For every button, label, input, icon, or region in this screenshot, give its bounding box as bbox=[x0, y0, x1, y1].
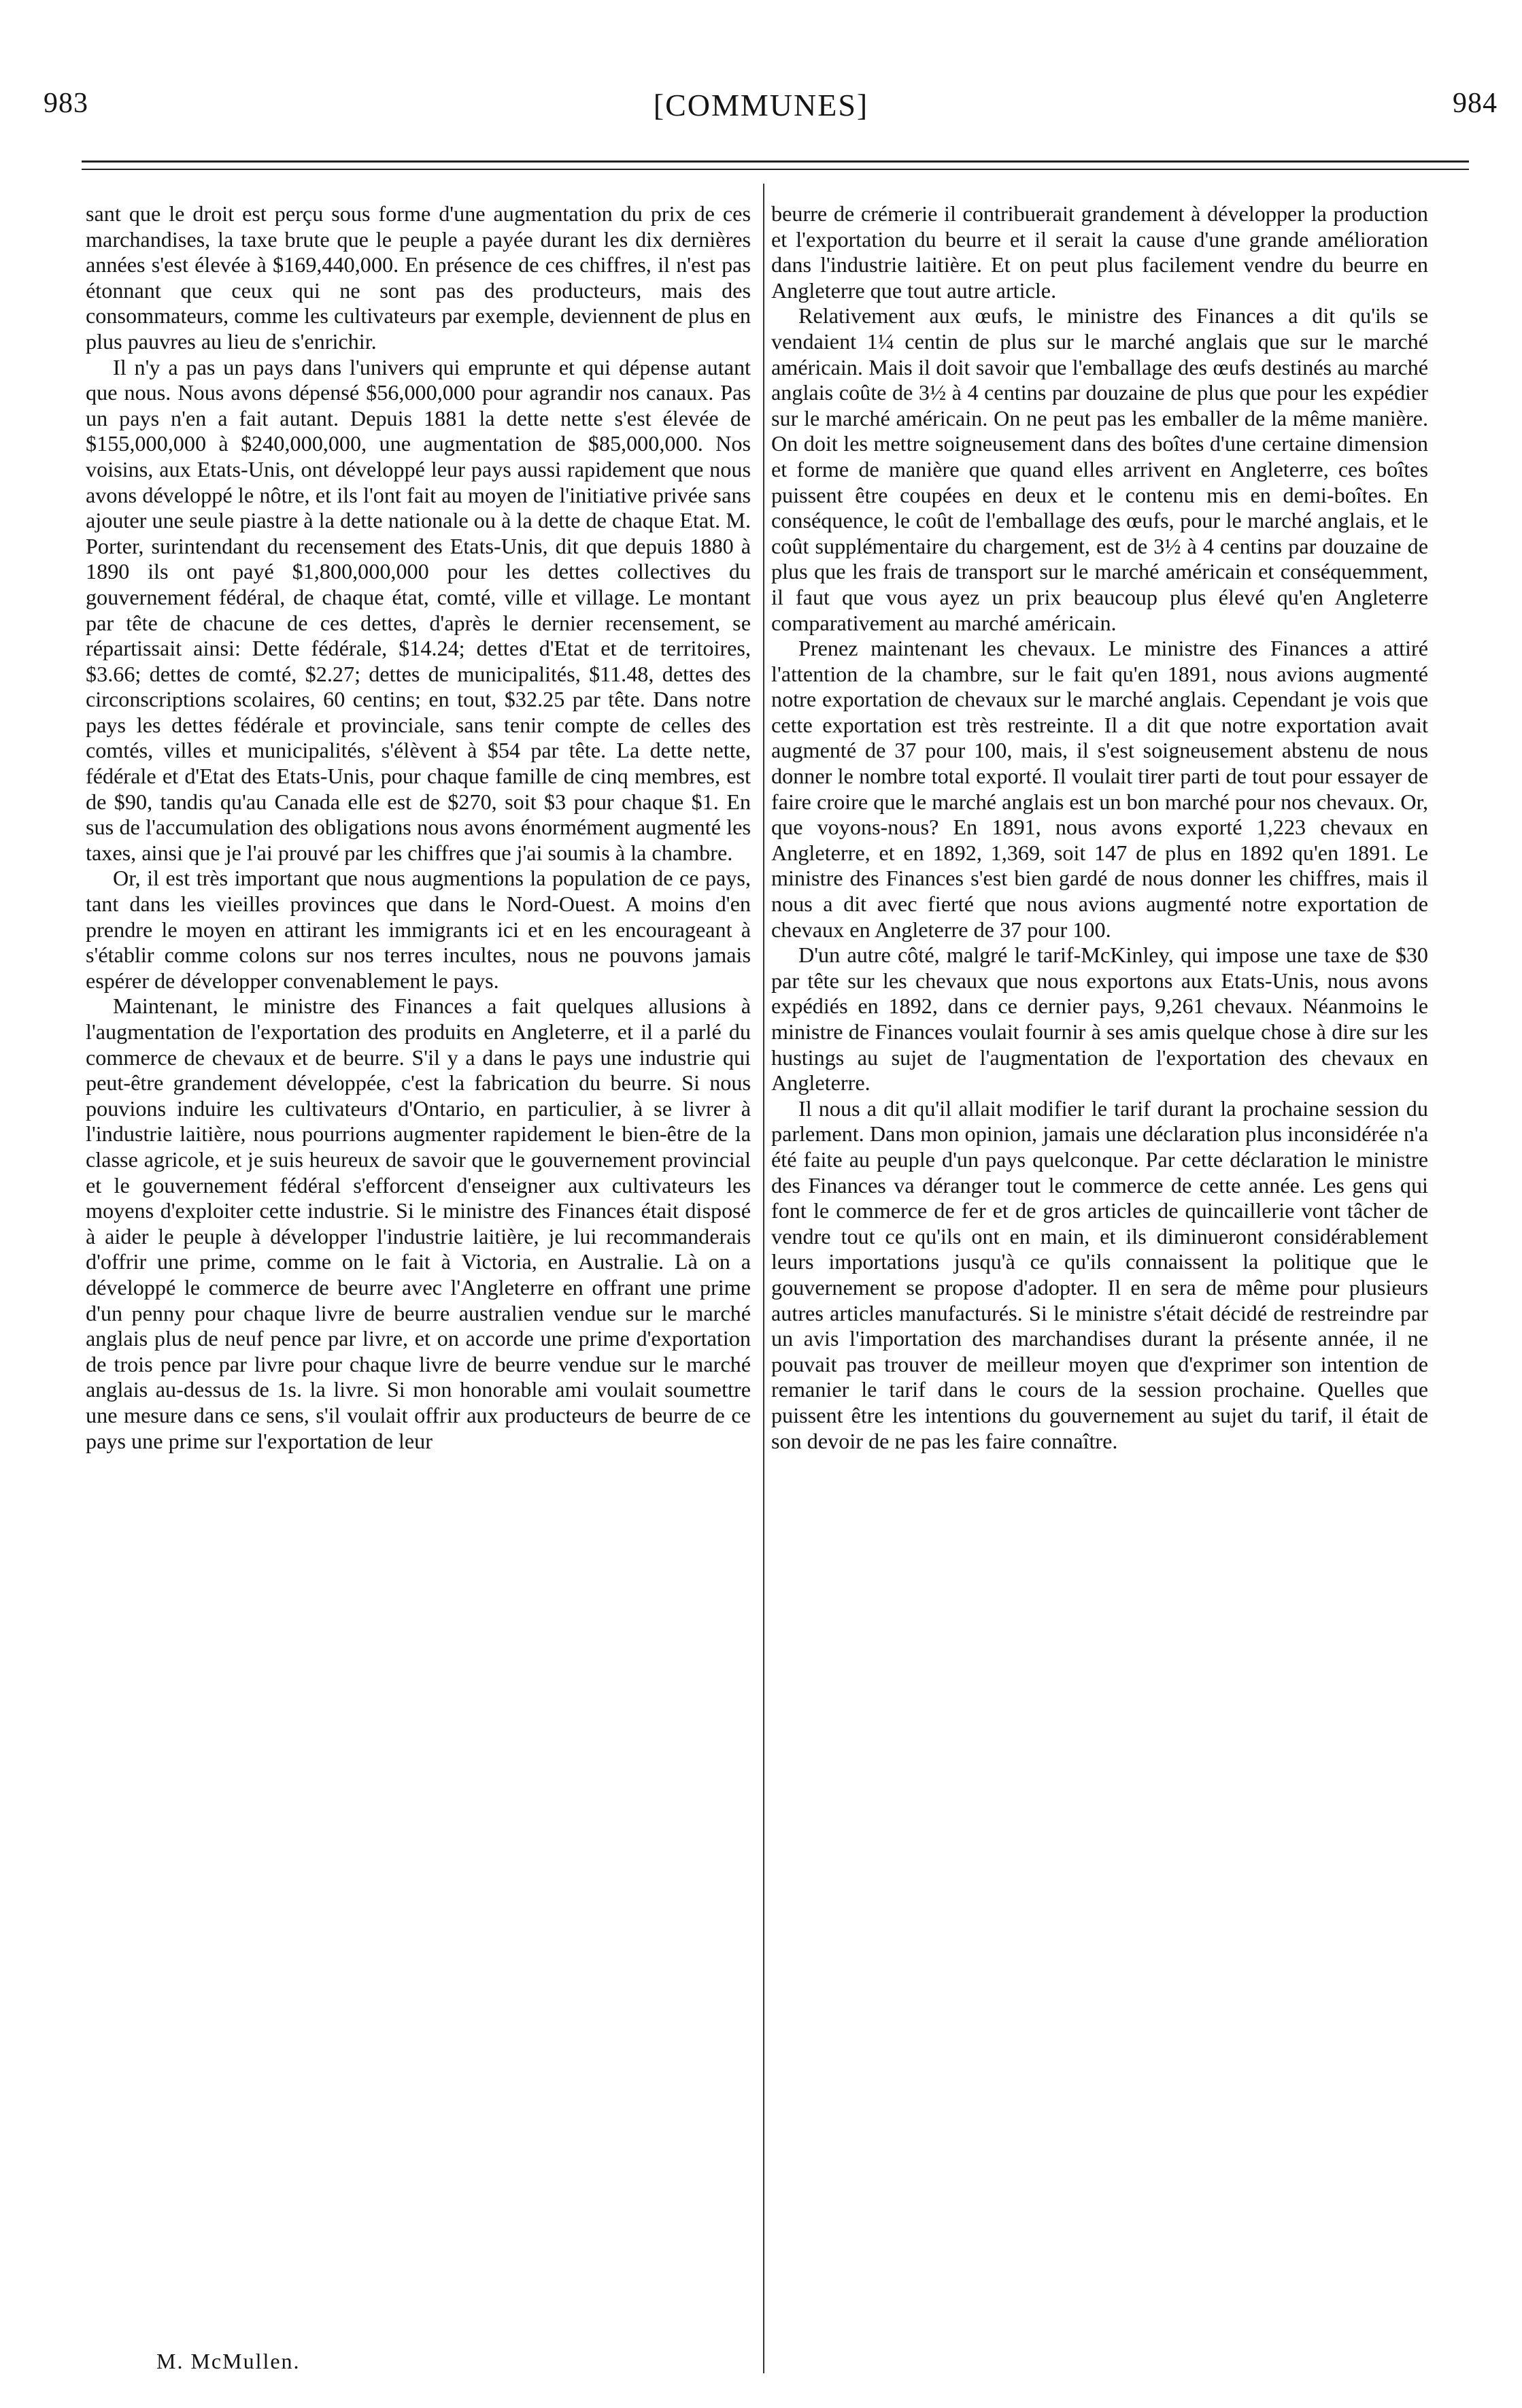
speaker-signature: M. McMullen. bbox=[156, 2349, 301, 2373]
paragraph: D'un autre côté, malgré le tarif-McKinley, qui impose une taxe de $30 par tête sur les chevaux que nous exportons aux Etats-Unis, nous avons expédiés en 1892, dans ce dernier pays, 9,261 chevaux. Néanmoins le ministre de Finances voulait fournir à ses amis quelque chose à dire sur les hustings au sujet de l'augmentation de l'exportation des chevaux en Angleterre. bbox=[771, 943, 1428, 1096]
running-header-title: [COMMUNES] bbox=[653, 88, 869, 122]
paragraph: Il nous a dit qu'il allait modifier le tarif durant la prochaine session du parlement. Dans mon opinion, jamais une déclaration plus inconsidérée n'a été faite au peuple d'un pays quelconque. Par cette déclaration le ministre des Finances va déranger tout le commerce de cette année. Les gens qui font le commerce de fer et de gros articles de quincaillerie vont tâcher de vendre tout ce qu'ils ont en main, et ils diminueront considérablement leurs importations jusqu'à ce qu'ils connaissent la politique que le gouvernement se propose d'adopter. Il en sera de même pour plusieurs autres articles manufacturés. Si le ministre s'était décidé de restreindre par un avis l'importation des marchandises durant la présente année, il ne pouvait pas trouver de meilleur moyen que d'exprimer son intention de remanier le tarif dans le cours de la session prochaine. Quelles que puissent être les intentions du gouvernement au sujet du tarif, il était de son devoir de ne pas les faire connaître. bbox=[771, 1096, 1428, 1453]
right-column bbox=[771, 201, 1428, 1454]
paragraph: sant que le droit est perçu sous forme d'une augmentation du prix de ces marchandises, la taxe brute que le peuple a payée durant les dix dernières années s'est élevée à $169,440,000. En présence de ces chiffres, il n'est pas étonnant que ceux qui ne sont pas des producteurs, mais des consommateurs, comme les cultivateurs par exemple, deviennent de plus en plus pauvres au lieu de s'enrichir. bbox=[86, 201, 751, 354]
column-divider bbox=[763, 184, 764, 2373]
paragraph: Relativement aux œufs, le ministre des Finances a dit qu'ils se vendaient 1¼ centin de plus sur le marché anglais que sur le marché américain. Mais il doit savoir que l'emballage des œufs destinés au marché anglais coûte de 3½ à 4 centins par douzaine de plus que pour les expédier sur le marché américain. On ne peut pas les emballer de la même manière. On doit les mettre soigneusement dans des boîtes d'une certaine dimension et forme de manière que quand elles arrivent en Angleterre, ces boîtes puissent être coupées en deux et le contenu mis en demi-boîtes. En conséquence, le coût de l'emballage des œufs, pour le marché anglais, et le coût supplémentaire du chargement, est de 3½ à 4 centins par douzaine de plus que les frais de transport sur le marché américain et conséquemment, il faut que vous ayez un prix beaucoup plus élevé qu'en Angleterre comparativement au marché américain. bbox=[771, 303, 1428, 635]
header-rule-top bbox=[82, 160, 1469, 163]
paragraph: Il n'y a pas un pays dans l'univers qui emprunte et qui dépense autant que nous. Nous avons dépensé $56,000,000 pour agrandir nos canaux. Pas un pays n'en a fait autant. Depuis 1881 la dette nette s'est élevée de $155,000,000 à $240,000,000, une augmentation de $85,000,000. Nos voisins, aux Etats-Unis, ont développé leur pays aussi rapidement que nous avons développé le nôtre, et ils l'ont fait au moyen de l'initiative privée sans ajouter une seule piastre à la dette nationale ou à la dette de chaque Etat. M. Porter, surintendant du recensement des Etats-Unis, dit que depuis 1880 à 1890 ils ont payé $1,800,000,000 pour les dettes collectives du gouvernement fédéral, de chaque état, comté, ville et village. Le montant par tête de chacune de ces dettes, d'après le dernier recensement, se répartissait ainsi: Dette fédérale, $14.24; dettes d'Etat et de territoires, $3.66; dettes de comté, $2.27; dettes de municipalités, $11.48, dettes des circonscriptions scolaires, 60 centins; en tout, $32.25 par tête. Dans notre pays les dettes fédérale et provinciale, sans tenir compte de celles des comtés, villes et municipalités, s'élèvent à $54 par tête. La dette nette, fédérale et d'Etat des Etats-Unis, pour chaque famille de cinq membres, est de $90, tandis qu'au Canada elle est de $270, soit $3 pour chaque $1. En sus de l'accumulation des obligations nous avons énormément augmenté les taxes, ainsi que je l'ai prouvé par les chiffres que j'ai soumis à la chambre. bbox=[86, 354, 751, 865]
paragraph: beurre de crémerie il contribuerait grandement à développer la production et l'exportation du beurre et il serait la cause d'une grande amélioration dans l'industrie laitière. Et on peut plus facilement vendre du beurre en Angleterre que tout autre article. bbox=[771, 201, 1428, 303]
right-page-number: 984 bbox=[1453, 88, 1498, 119]
paragraph: Prenez maintenant les chevaux. Le ministre des Finances a attiré l'attention de la chambre, sur le fait qu'en 1891, nous avions augmenté notre exportation de chevaux sur le marché anglais. Cependant je vois que cette exportation est très restreinte. Il a dit que notre exportation avait augmenté de 37 pour 100, mais, il s'est soigneusement abstenu de nous donner le nombre total exporté. Il voulait tirer parti de tout pour essayer de faire croire que le marché anglais est un bon marché pour nos chevaux. Or, que voyons-nous? En 1891, nous avons exporté 1,223 chevaux en Angleterre, et en 1892, 1,369, soit 147 de plus en 1892 qu'en 1891. Le ministre des Finances s'est bien gardé de nous donner les chiffres, mais il nous a dit avec fierté que nous avions augmenté notre exportation de chevaux en Angleterre de 37 pour 100. bbox=[771, 636, 1428, 942]
left-column bbox=[86, 201, 751, 1454]
header-rule-bottom bbox=[82, 169, 1469, 170]
paragraph: Maintenant, le ministre des Finances a fait quelques allusions à l'augmentation de l'exportation des produits en Angleterre, et il a parlé du commerce de chevaux et de beurre. S'il y a dans le pays une industrie qui peut-être grandement développée, c'est la fabrication du beurre. Si nous pouvions induire les cultivateurs d'Ontario, en particulier, à se livrer à l'industrie laitière, nous pourrions augmenter rapidement le bien-être de la classe agricole, et je suis heureux de savoir que le gouvernement provincial et le gouvernement fédéral s'efforcent d'enseigner aux cultivateurs les moyens d'exploiter cette industrie. Si le ministre des Finances était disposé à aider le peuple à développer l'industrie laitière, je lui recommanderais d'offrir une prime, comme on le fait à Victoria, en Australie. Là on a développé le commerce de beurre avec l'Angleterre en offrant une prime d'un penny pour chaque livre de beurre australien vendue sur le marché anglais plus de neuf pence par livre, et on accorde une prime d'exportation de trois pence par livre pour chaque livre de beurre vendue sur le marché anglais au-dessus de 1s. la livre. Si mon honorable ami voulait soumettre une mesure dans ce sens, s'il voulait offrir aux producteurs de beurre de ce pays une prime sur l'exportation de leur bbox=[86, 994, 751, 1453]
left-page-number: 983 bbox=[44, 88, 88, 119]
paragraph: Or, il est très important que nous augmentions la population de ce pays, tant dans les vieilles provinces que dans le Nord-Ouest. A moins d'en prendre le moyen en attirant les immigrants ici et en les encourageant à s'établir comme colons sur nos terres incultes, nous ne pouvons jamais espérer de développer convenablement le pays. bbox=[86, 866, 751, 993]
